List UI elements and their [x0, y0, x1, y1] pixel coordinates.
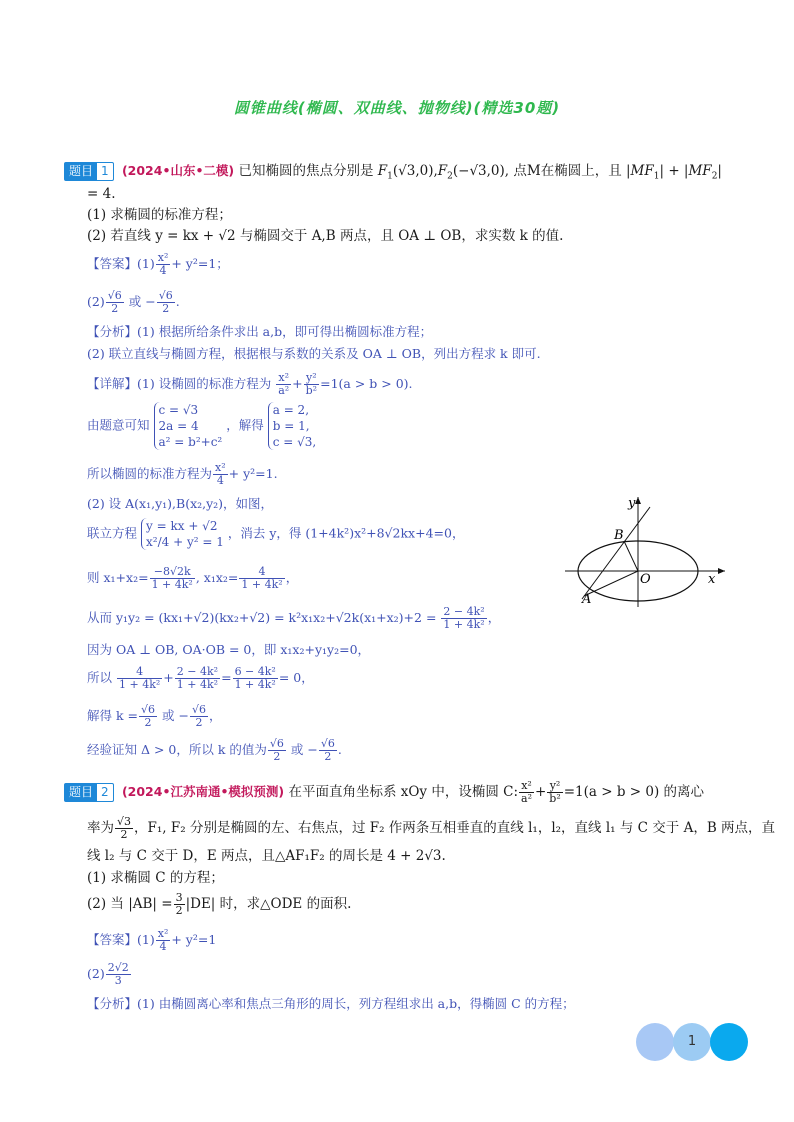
question-stem-cont: 点M在椭圆上，且: [513, 163, 622, 179]
analysis-2: (2) 联立直线与椭圆方程，根据根与系数的关系及 OA ⊥ OB，列出方程求 k 即可.: [87, 346, 541, 361]
q2-stem-2: 率为 $\frac{√3}{2}$ ，F₁, F₂ 分别是椭圆的左、右焦点，过 F₂ 作两条互相垂直的直线 l₁，l₂，直线 l₁ 与 C 交于 A，B 两点，直: [87, 815, 776, 841]
label-x: x: [708, 572, 716, 587]
detail-6: 则 x₁+x₂= $\frac{-8√2k}{\text{1 + 4k²}}$ , x₁x₂= $\frac{4}{\text{1 + 4k²}}$ ，: [87, 565, 299, 591]
detail-2: 由题意可知 c = √3 2a = 4 a² = b²+c² ，解得 a = 2, b = 1, c = √3,: [87, 403, 317, 449]
question-stem: 已知椭圆的焦点分别是: [238, 163, 374, 179]
detail-1: 【详解】(1) 设椭圆的标准方程为 $\frac{\text{x²}}{\text{a²}}$ + $\frac{\text{y²}}{\text{b²}}$ =1(a > b > 0).: [87, 371, 413, 397]
question-badge: 题目 1: [64, 162, 114, 181]
label-y: y: [628, 496, 636, 511]
detail-4: (2) 设 A(x₁,y₁),B(x₂,y₂)，如图，: [87, 496, 274, 511]
detail-5: 联立方程 y = kx + √2 x²/4 + y² = 1 ，消去 y，得 (1+4k²)x²+8√2kx+4=0，: [87, 519, 465, 549]
q2-part-1: (1) 求椭圆 C 的方程；: [87, 870, 224, 886]
q2-stem-3: 线 l₂ 与 C 交于 D，E 两点，且△AF₁F₂ 的周长是 4 + 2√3.: [87, 848, 446, 864]
detail-7: 从而 y₁y₂ = (kx₁+√2)(kx₂+√2) = k²x₁x₂+√2k(x₁+x₂)+2 = $\frac{\text{2 − 4k²}}{\text{1 + 4k²}}$ ，: [87, 605, 501, 631]
x-axis-arrow: [718, 568, 725, 574]
label-o: O: [640, 572, 651, 587]
segment-ob: [624, 541, 638, 571]
label-b: B: [614, 528, 624, 543]
detail-8: 因为 OA ⊥ OB, OA·OB = 0，即 x₁x₂+y₁y₂=0，: [87, 642, 371, 657]
page-circle-left: [636, 1023, 674, 1061]
detail-3: 所以椭圆的标准方程为 $\frac{\text{x²}}{4}$ + y²=1.: [87, 461, 278, 487]
question-2-header: 题目 2 (2024•江苏南通•模拟预测) 在平面直角坐标系 xOy 中，设椭圆 C: $\frac{\text{x²}}{\text{a²}}$ + $\frac{\text{y²}}{\text{b²}}$ =1(a > b > 0) 的离心: [64, 780, 744, 805]
page-number-badge: [636, 1023, 748, 1061]
page-circle-right: [710, 1023, 748, 1061]
page-number: 1: [687, 1034, 697, 1049]
q2-analysis-1: 【分析】(1) 由椭圆离心率和焦点三角形的周长，列方程组求出 a,b，得椭圆 C 的方程；: [87, 996, 575, 1011]
question-source: (2024•山东•二模): [121, 163, 235, 178]
q2-part-2: (2) 当 |AB| = $\frac{3}{2}$ |DE| 时，求△ODE 的面积.: [87, 891, 352, 917]
label-a: A: [582, 592, 592, 607]
answer-2: (2) $\frac{√6}{2}$ 或 − $\frac{√6}{2}$ .: [87, 289, 180, 315]
y-axis-arrow: [635, 497, 641, 504]
answer-1: 【答案】(1) $\frac{\text{x²}}{4}$ + y²=1；: [87, 251, 229, 277]
part-1: (1) 求椭圆的标准方程；: [87, 207, 232, 223]
analysis-1: 【分析】(1) 根据所给条件求出 a,b，即可得出椭圆标准方程；: [87, 324, 433, 339]
question-source: (2024•江苏南通•模拟预测): [121, 784, 285, 799]
question-badge: 题目 2: [64, 783, 114, 802]
detail-9: 所以 $\frac{4}{\text{1 + 4k²}}$ + $\frac{\text{2 − 4k²}}{\text{1 + 4k²}}$ = $\frac{\text{6 − 4k²}}{\text{1 + 4k²}}$ = 0，: [87, 665, 314, 691]
question-1-header: 题目 1 (2024•山东•二模) 已知椭圆的焦点分别是 $F_1(√3,0),F_2(-√3,0)$, 点M在椭圆上，且 $|MF_1| + |MF_2|$: [64, 160, 744, 188]
stem-end: = 4.: [87, 186, 116, 202]
segment-oa: [584, 571, 638, 596]
q2-answer-1: 【答案】(1) $\frac{\text{x²}}{4}$ + y²=1: [87, 927, 217, 953]
detail-10: 解得 k = $\frac{√6}{2}$ 或 − $\frac{√6}{2}$ ，: [87, 703, 222, 729]
detail-11: 经验证知 Δ > 0，所以 k 的值为 $\frac{√6}{2}$ 或 − $\frac{√6}{2}$ .: [87, 737, 342, 763]
q2-answer-2: (2) $\frac{2√2}{3}$: [87, 961, 129, 987]
page-title: 圆锥曲线(椭圆、双曲线、抛物线)(精选30题): [233, 99, 561, 117]
ellipse-figure: [560, 495, 730, 610]
part-2: (2) 若直线 y = kx + √2 与椭圆交于 A,B 两点，且 OA ⊥ OB，求实数 k 的值.: [87, 228, 564, 244]
